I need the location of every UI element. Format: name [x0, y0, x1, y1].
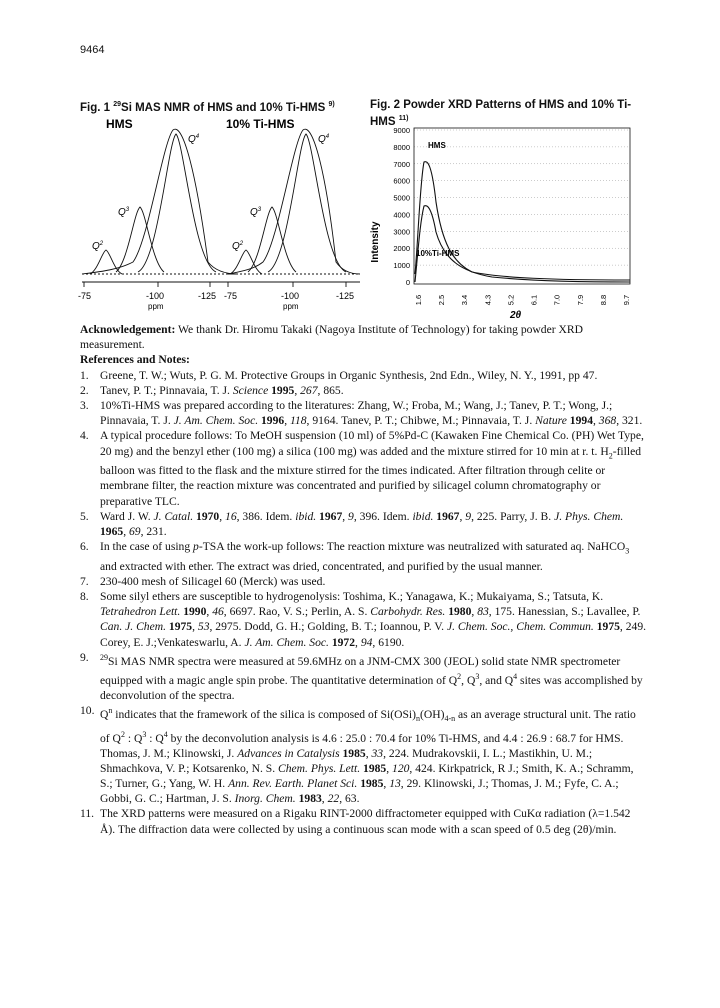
reference-text: , 386. Idem. [236, 509, 296, 523]
reference-text: , 225. Parry, J. B. [471, 509, 555, 523]
reference-text: In the case of using [100, 540, 194, 554]
reference-text: , 6697. Rao, V. S.; Perlin, A. S. [223, 605, 371, 619]
fig2-x-tick: 4.3 [483, 294, 493, 306]
reference-text: 16 [225, 509, 237, 523]
fig2-y-tick: 6000 [393, 176, 410, 186]
reference-text: 1980 [445, 605, 472, 619]
fig2-y-tick: 1000 [393, 261, 410, 271]
reference-text: Advances in Catalysis [237, 746, 340, 760]
reference-text: 53 [197, 620, 210, 634]
reference-text: 94 [360, 635, 373, 649]
reference-text: , 6190. [372, 635, 405, 649]
reference-text: 69 [128, 524, 141, 538]
reference-text: , 175. Hanessian, S.; Lavallee, P. [488, 605, 641, 619]
reference-number: 3. [80, 399, 89, 413]
reference-text: 1994 [566, 414, 593, 428]
fig1-left-q4-label: $Q^4$ [188, 134, 200, 145]
fig2-y-tick: 8000 [393, 142, 410, 152]
fig2-y-tick: 9000 [393, 126, 410, 135]
reference-text: -TSA the work-up follows: The reaction mixture was neutralized with saturated aq. NaHCO [198, 540, 626, 554]
reference-text: , 9164. Tanev, P. T.; Chibwe, M.; Pinnavaia, T. J. [306, 414, 536, 428]
fig2-x-tick: 5.2 [506, 294, 516, 306]
reference-text: 4 [513, 671, 518, 681]
fig1-left-q2-label: $Q^2$ [92, 241, 104, 252]
reference-text: 1983 [295, 792, 322, 806]
reference-text: J. Phys. Chem. [554, 509, 624, 523]
references-list [80, 368, 648, 837]
reference-text: A typical procedure follows: To MeOH suspension (10 ml) of 5%Pd-C (Kawaken Fine Chemical Co. (PH) Wet Type, 20 mg) and the benzyl ether (100 mg) a silica (100 mg) was added and the mixture stirred for 10 min at r. t. H [100, 429, 644, 458]
reference-text: , [593, 414, 599, 428]
reference-number: 8. [80, 590, 89, 604]
reference-text: The XRD patterns were measured on a Rigaku RINT-2000 diffractometer equipped with CuKα radiation (λ=1.542 Å). The diffraction data were collected by using a continuous scan mode with a scan speed of 0.5 deg (2θ)/min. [100, 807, 631, 836]
reference-text: Tanev, P. T.; Pinnavaia, T. J. [100, 383, 233, 397]
article-body [80, 322, 648, 837]
fig2-y-tick: 0 [405, 278, 410, 287]
reference-text: 3 [142, 729, 147, 739]
reference-text: Nature [535, 414, 567, 428]
fig2-x-tick: 1.6 [414, 294, 423, 306]
reference-text: 33 [371, 746, 384, 760]
reference-text: , 424. Kirkpatrick, R J.; Smith, K. A.; Schramm, S.; Turner, G.; Yang, W. H. [100, 761, 634, 791]
reference-text: , 63. [339, 792, 360, 806]
reference-number: 7. [80, 574, 89, 588]
fig1-left-envelope [82, 129, 238, 274]
reference-text: 2 [457, 671, 462, 681]
fig2-x-tick: 2.5 [437, 294, 447, 306]
reference-text: , [342, 509, 349, 523]
reference-item [80, 383, 648, 398]
reference-text: and extracted with ether. The extract was dried, concentrated, and purified by the usual manner. [100, 559, 543, 573]
reference-number: 4. [80, 429, 89, 443]
reference-text: 1965 [100, 524, 124, 538]
reference-text: , 321. [616, 414, 643, 428]
reference-text: J. Catal. [153, 509, 194, 523]
fig1-left-q4-peak [138, 134, 216, 272]
fig1-left-spectra [82, 129, 238, 274]
reference-text: 267 [300, 383, 318, 397]
reference-text: 1985 [357, 777, 384, 791]
acknowledgement: Acknowledgement: We thank Dr. Hiromu Takaki (Nagoya Institute of Technology) for taking powder XRD measurement. [80, 323, 583, 352]
page-number: 9464 [80, 44, 105, 56]
fig2-x-tick: 7.9 [575, 294, 585, 306]
reference-text: n [416, 714, 420, 724]
reference-text: , 224. Mudrakovskii, I. L.; Mastikhin, U. M.; Shmachkova, V. P.; Kotsarenko, N. S. [100, 746, 593, 775]
reference-text: , 2975. Dodd, G. H.; Golding, B. T.; Ioannou, P. V. [209, 620, 447, 634]
reference-text: (OH) [420, 708, 445, 722]
reference-text: , 231. [140, 524, 167, 538]
reference-number: 10. [80, 704, 95, 718]
reference-text: Ann. Rev. Earth. Planet Sci. [228, 777, 358, 791]
fig1-left-q3-label: $Q^3$ [118, 207, 130, 218]
reference-text: n [108, 706, 113, 716]
fig2-x-tick: 3.4 [460, 294, 470, 306]
fig1-x-axis [82, 282, 360, 287]
fig1-x-tick: -75 [224, 291, 238, 301]
reference-text: , [459, 509, 466, 523]
reference-text: 1975 [593, 620, 620, 634]
reference-text: indicates that the framework of the silica is composed of Si(OSi) [112, 708, 416, 722]
fig1-right-q3-label: $Q^3$ [250, 207, 262, 218]
fig1-x-tick: -75 [78, 291, 92, 301]
fig2-y-tick: 5000 [393, 193, 410, 203]
fig2-caption: Fig. 2 Powder XRD Patterns of HMS and 10% Ti-HMS $^{11)}$ [370, 99, 632, 128]
fig1-caption: Fig. 1 $^{29}$Si MAS NMR of HMS and 10% Ti-HMS $^{9)}$ [80, 101, 335, 114]
reference-text: 4 [163, 729, 168, 739]
fig1-x-tick: -100 [146, 291, 165, 301]
reference-text: , [383, 777, 390, 791]
reference-text: J. Am. Chem. Soc. [173, 414, 259, 428]
reference-text: 9 [348, 509, 354, 523]
reference-text: Ward J. W. [100, 509, 154, 523]
fig2-xlabel: 2θ [510, 310, 522, 320]
reference-text: 3 [625, 546, 630, 556]
fig1-panel-left-title: HMS [106, 117, 133, 131]
reference-text: 230-400 mesh of Silicagel 60 (Merck) was used. [100, 574, 326, 588]
reference-text: : Q [124, 731, 143, 745]
reference-text: by the deconvolution analysis is 4.6 : 25.0 : 70.4 for 10% Ti-HMS, and 4.4 : 26.9 : 68.7 for HMS. Thomas, J. M.; Klinowski, J. [100, 731, 624, 760]
fig2-y-tick: 3000 [393, 227, 410, 237]
reference-item [80, 703, 648, 806]
reference-text: : Q [146, 731, 164, 745]
fig1-x-tick: -125 [336, 291, 355, 301]
reference-text: ibid. [412, 509, 434, 523]
reference-text: 29 [100, 652, 108, 662]
reference-text: 1995 [268, 383, 295, 397]
reference-text: 1996 [258, 414, 285, 428]
reference-text: , [192, 620, 198, 634]
reference-text: , [284, 414, 290, 428]
fig1-x-unit: ppm [283, 302, 299, 311]
fig2-x-tick: 9.7 [622, 294, 631, 306]
reference-text: as an average structural unit. The ratio of Q [100, 708, 636, 745]
reference-text: 368 [598, 414, 617, 428]
reference-text: p [193, 540, 199, 554]
reference-text: , 396. Idem. [353, 509, 413, 523]
fig2-x-tick: 7.0 [552, 294, 562, 306]
fig2-y-tick: 2000 [393, 244, 410, 254]
reference-item [80, 650, 648, 703]
reference-text: 13 [389, 777, 401, 791]
reference-text: , [321, 792, 328, 806]
fig2-series-hms-line [415, 162, 630, 280]
fig1-panel-right-title: 10% Ti-HMS [226, 117, 295, 131]
reference-number: 6. [80, 540, 89, 554]
reference-text: , 865. [317, 383, 344, 397]
reference-item [80, 428, 648, 508]
fig2-x-tick: 6.1 [529, 294, 539, 306]
reference-text: Inorg. Chem. [234, 792, 296, 806]
reference-text: Greene, T. W.; Wuts, P. G. M. Protective Groups in Organic Synthesis, 2nd Edn., Wiley, N. Y., 1991, pp 47. [100, 368, 598, 382]
fig2-x-tick: 8.8 [598, 294, 608, 306]
reference-text: 83 [477, 605, 489, 619]
fig2-ylabel: Intensity [370, 221, 381, 263]
fig2-y-tick: 4000 [393, 210, 410, 220]
reference-text: 1967 [316, 509, 343, 523]
reference-text: , [219, 509, 226, 523]
reference-text: 1975 [166, 620, 193, 634]
reference-item [80, 368, 648, 383]
reference-text: 3 [475, 671, 480, 681]
reference-text: , [206, 605, 213, 619]
reference-text: Si MAS NMR spectra were measured at 59.6MHz on a JNM-CMX 300 (JEOL) solid state NMR spectrometer equipped with a magic angle spin probe. The quantitative determination of Q [100, 654, 621, 687]
reference-item [80, 398, 648, 428]
reference-text: Chem. Phys. Lett. [278, 761, 361, 775]
reference-text: 46 [212, 605, 224, 619]
reference-text: 9 [465, 509, 472, 523]
reference-text: , [365, 746, 372, 760]
reference-text: 10%Ti-HMS was prepared according to the literatures: Zhang, W.; Froba, M.; Wang, J.; Tanev, P. T.; Wong, J.; Pinnavaia, T. J. [100, 399, 613, 428]
reference-text: Some silyl ethers are susceptible to hydrogenolysis: Toshima, K.; Yanagawa, K.; Mukaiyama, S.; Tatsuta, K. [100, 590, 604, 604]
reference-text: Can. J. Chem. [100, 620, 167, 634]
reference-number: 2. [80, 383, 89, 397]
references-heading: References and Notes: [80, 353, 190, 367]
fig1-right-spectra [228, 129, 360, 274]
reference-item [80, 509, 648, 539]
reference-text: Carbohydr. Res. [370, 605, 446, 619]
reference-text: , [386, 761, 393, 775]
reference-text: 1985 [339, 746, 366, 760]
reference-text: sites was accomplished by deconvolution of the spectra. [100, 673, 643, 703]
reference-text: Science [232, 383, 269, 397]
fig1-x-tick: -100 [281, 291, 300, 301]
fig1-right-q2-label: $Q^2$ [232, 241, 244, 252]
reference-text: 1985 [360, 761, 387, 775]
reference-text: 2 [120, 729, 125, 739]
fig2-xrd-figure [362, 122, 638, 320]
reference-text: 22 [327, 792, 340, 806]
reference-text: 4-n [444, 714, 456, 724]
reference-text: J. Chem. Soc., Chem. Commun. [446, 620, 594, 634]
reference-text: 120 [392, 761, 410, 775]
fig2-series-hms-label: HMS [428, 141, 446, 150]
fig1-right-q4-label: $Q^4$ [318, 134, 330, 145]
reference-text: , [294, 383, 301, 397]
fig1-x-unit: ppm [148, 302, 164, 311]
fig2-y-tick: 7000 [393, 159, 410, 169]
reference-text: 1972 [328, 635, 356, 649]
fig1-x-tick: -125 [198, 291, 217, 301]
reference-number: 5. [80, 509, 89, 523]
reference-item [80, 574, 648, 589]
reference-text: 1990 [180, 605, 207, 619]
reference-text: , and Q [479, 673, 514, 687]
reference-text: , 29. Klinowski, J.; Thomas, J. M.; Fyfe, C. A.; Gobbi, G. C.; Hartman, J. S. [100, 777, 619, 806]
reference-text: 1967 [433, 509, 460, 523]
reference-text: Tetrahedron Lett. [100, 605, 181, 619]
reference-text: Q [100, 708, 109, 722]
reference-number: 9. [80, 650, 89, 664]
reference-item [80, 539, 648, 574]
reference-number: 1. [80, 368, 89, 382]
reference-item [80, 589, 648, 650]
reference-text: 118 [290, 414, 307, 428]
reference-number: 11. [80, 807, 95, 821]
reference-item [80, 806, 648, 836]
reference-text: -filled balloon was fitted to the flask and the mixture stirred for the times indicated. After filtration through celite or membrane filter, the reaction mixture was concentrated and purified by silicagel column chromatography or preparative TLC. [100, 444, 642, 508]
fig2-series-tihms-label: 10%Ti-HMS [416, 249, 460, 258]
reference-text: , Q [461, 673, 476, 687]
reference-text: , [355, 635, 361, 649]
reference-text: , [471, 605, 478, 619]
fig2-plot-frame [414, 128, 630, 284]
reference-text: , [123, 524, 129, 538]
reference-text: ibid. [295, 509, 317, 523]
reference-text: 1970 [193, 509, 220, 523]
reference-text: J. Am. Chem. Soc. [244, 635, 329, 649]
reference-text: 2 [608, 450, 613, 460]
fig1-nmr-figure [78, 112, 368, 317]
fig1-right-q4-peak [268, 134, 346, 272]
reference-text: , 249. Corey, E. J.;Venkateswarlu, A. [100, 620, 647, 649]
